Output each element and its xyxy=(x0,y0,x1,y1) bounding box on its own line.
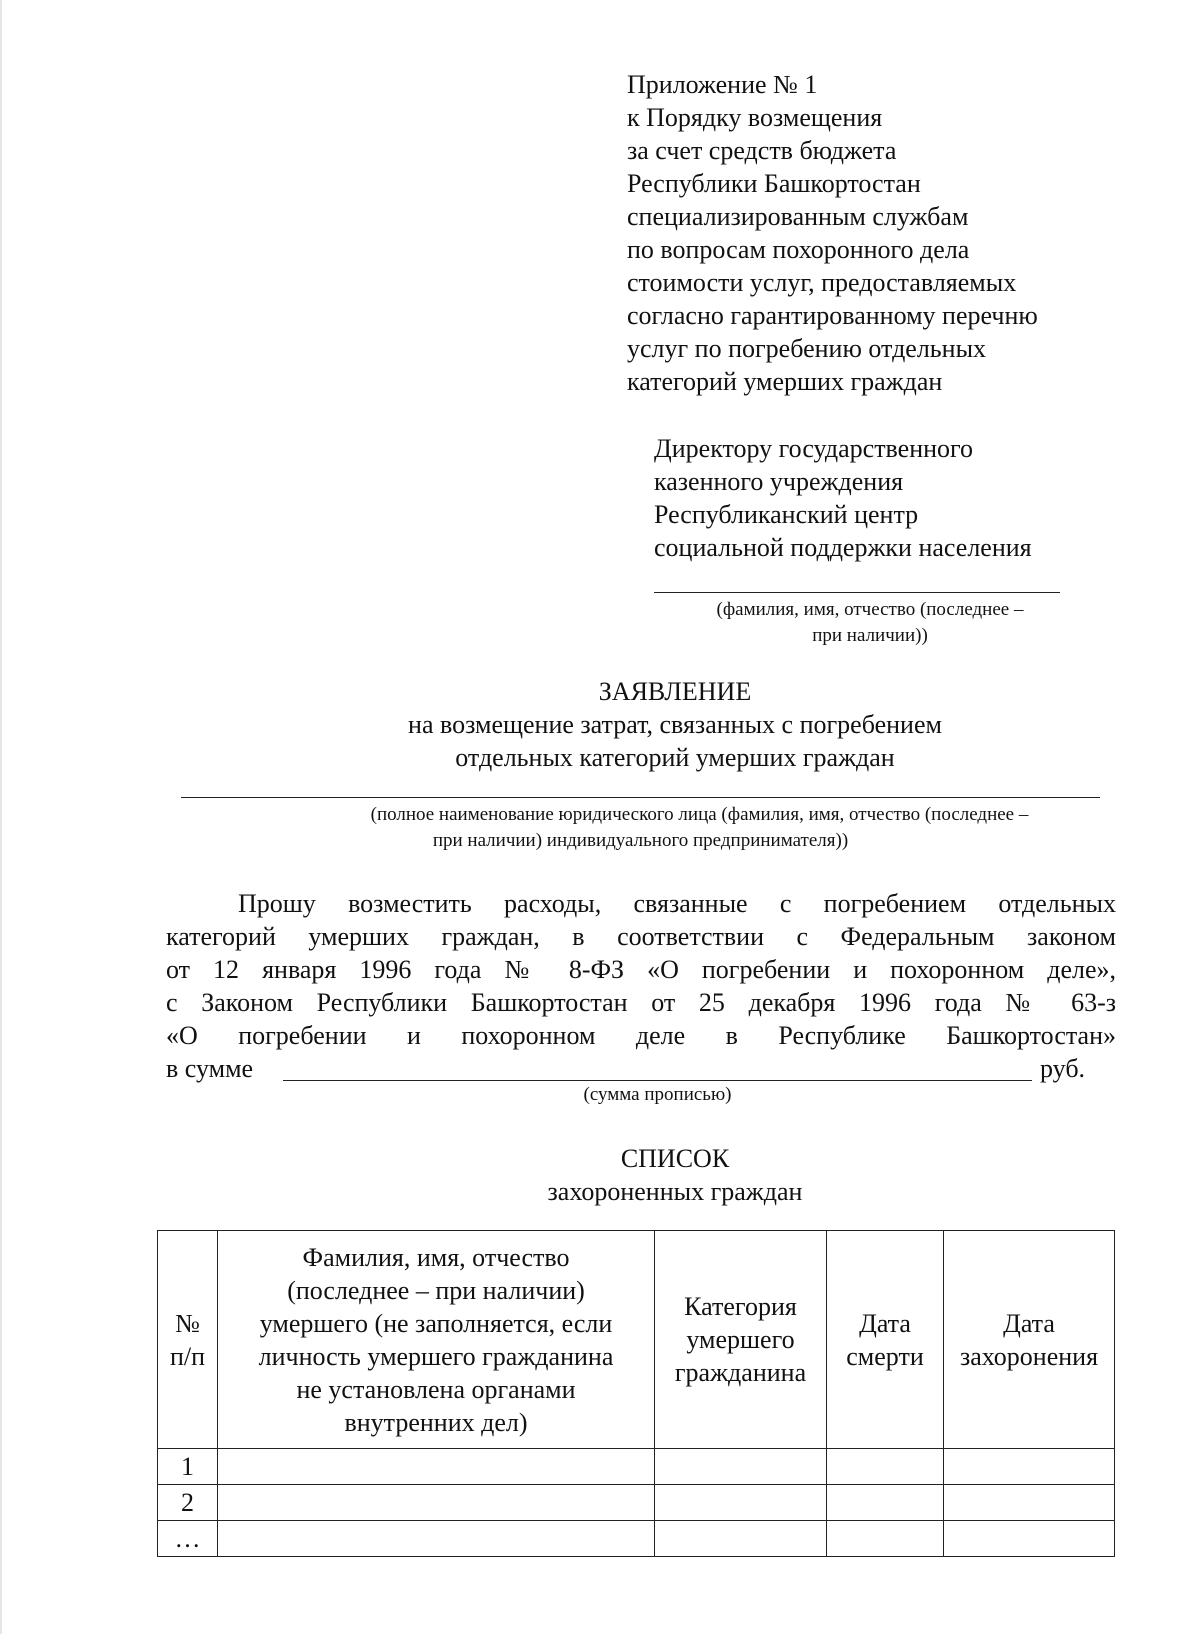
row-number: … xyxy=(158,1521,218,1557)
amount-caption: (сумма прописью) xyxy=(583,1084,732,1105)
cell-burial-date[interactable] xyxy=(944,1485,1115,1521)
amount-suffix: руб. xyxy=(1040,1054,1086,1083)
request-line-first: Прошу возместить расходы, связанные с погребением отдельных xyxy=(238,889,1116,918)
appendix-line: за счет средств бюджета xyxy=(627,136,897,165)
appendix-line: согласно гарантированному перечню xyxy=(627,301,1038,330)
request-line: категорий умерших граждан, в соответствии с Федеральным законом xyxy=(166,922,1116,951)
addressee-caption: (фамилия, имя, отчество (последнее – при наличии)) xyxy=(716,599,1024,646)
cell-death-date[interactable] xyxy=(827,1485,944,1521)
header-num: № п/п xyxy=(158,1231,218,1449)
request-line: с Законом Республики Башкортостан от 25 декабря 1996 года № 63-з xyxy=(166,988,1116,1017)
appendix-line: по вопросам похоронного дела xyxy=(627,235,970,264)
addressee-line: казенного учреждения xyxy=(654,467,904,496)
cell-name[interactable] xyxy=(218,1485,655,1521)
title-heading: ЗАЯВЛЕНИЕ xyxy=(598,677,752,706)
header-name: Фамилия, имя, отчество (последнее – при наличии) умершего (не заполняется, если личность умершего гражданина не установлена органами внутренних дел) xyxy=(218,1231,655,1449)
appendix-line: категорий умерших граждан xyxy=(627,367,943,396)
cell-category[interactable] xyxy=(655,1521,827,1557)
cell-category[interactable] xyxy=(655,1485,827,1521)
appendix-line: к Порядку возмещения xyxy=(627,103,883,132)
list-subheading: захороненных граждан xyxy=(547,1177,803,1206)
scan-margin xyxy=(0,0,2,1634)
cell-death-date[interactable] xyxy=(827,1449,944,1485)
addressee-block xyxy=(654,432,1032,564)
addressee-line: социальной поддержки населения xyxy=(654,533,1032,562)
request-line: от 12 января 1996 года № 8-ФЗ «О погребении и похоронном деле», xyxy=(166,955,1116,984)
cell-name[interactable] xyxy=(218,1449,655,1485)
list-heading-block xyxy=(0,1142,1200,1208)
appendix-line: стоимости услуг, предоставляемых xyxy=(627,268,1017,297)
table-row xyxy=(158,1521,1115,1557)
cell-burial-date[interactable] xyxy=(944,1449,1115,1485)
cell-name[interactable] xyxy=(218,1521,655,1557)
addressee-line: Республиканский центр xyxy=(654,500,919,529)
applicant-caption: (полное наименование юридического лица (фамилия, имя, отчество (последнее – при наличии) индивидуального предпринимателя)) xyxy=(370,804,1029,851)
title-subline: на возмещение затрат, связанных с погребением xyxy=(408,710,942,739)
table-row xyxy=(158,1485,1115,1521)
appendix-line: услуг по погребению отдельных xyxy=(627,334,987,363)
cell-category[interactable] xyxy=(655,1449,827,1485)
request-line: «О погребении и похоронном деле в Республике Башкортостан» xyxy=(166,1021,1116,1050)
addressee-line: Директору государственного xyxy=(654,434,974,463)
amount-prefix: в сумме xyxy=(166,1054,254,1083)
amount-field[interactable] xyxy=(283,1080,1032,1081)
cell-death-date[interactable] xyxy=(827,1521,944,1557)
header-category: Категория умершего гражданина xyxy=(655,1231,827,1449)
applicant-name-field[interactable] xyxy=(181,797,1100,798)
cell-burial-date[interactable] xyxy=(944,1521,1115,1557)
burial-table xyxy=(157,1230,1115,1557)
appendix-line: специализированным службам xyxy=(627,202,969,231)
appendix-block xyxy=(627,68,1038,398)
list-heading: СПИСОК xyxy=(620,1144,730,1173)
addressee-name-field[interactable] xyxy=(654,592,1060,593)
header-burial-date: Дата захоронения xyxy=(944,1231,1115,1449)
header-death-date: Дата смерти xyxy=(827,1231,944,1449)
table-header-row xyxy=(158,1231,1115,1449)
row-number: 1 xyxy=(158,1449,218,1485)
title-subline: отдельных категорий умерших граждан xyxy=(455,743,895,772)
appendix-line: Приложение № 1 xyxy=(627,70,818,99)
row-number: 2 xyxy=(158,1485,218,1521)
table-row xyxy=(158,1449,1115,1485)
document-title xyxy=(0,675,1200,774)
appendix-line: Республики Башкортостан xyxy=(627,169,921,198)
